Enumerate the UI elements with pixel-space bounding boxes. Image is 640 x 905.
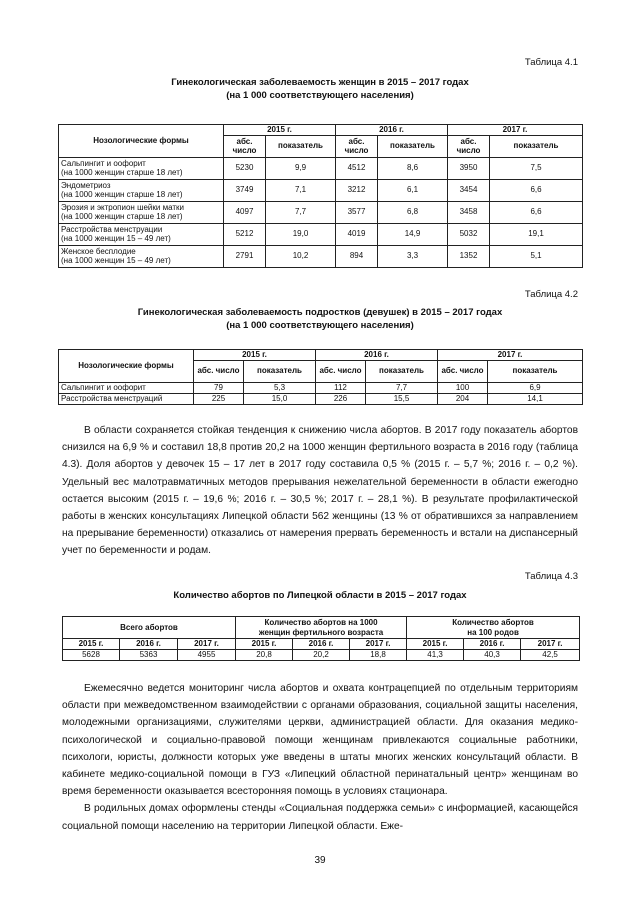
row-name-line: (на 1000 женщин старше 18 лет): [61, 190, 183, 199]
header-per-100-births: [407, 617, 580, 639]
cell: 3577: [336, 201, 378, 223]
row-name-line: (на 1000 женщин 15 – 49 лет): [61, 256, 171, 265]
header-year: 2015 г.: [407, 639, 464, 650]
table-title-line-1: Гинекологическая заболеваемость подростков (девушек) в 2015 – 2017 годах: [137, 307, 503, 318]
cell: 5032: [448, 223, 490, 245]
header-line: на 100 родов: [467, 627, 519, 637]
header-line: Количество абортов на 1000: [264, 618, 378, 627]
cell: 204: [438, 393, 488, 404]
header-indicator: показатель: [378, 135, 448, 157]
header-year: 2017 г.: [350, 639, 407, 650]
row-name: [59, 223, 224, 245]
header-forms: Нозологические формы: [59, 350, 194, 383]
header-year: 2016 г.: [464, 639, 521, 650]
row-name: [59, 245, 224, 267]
cell: 15,5: [366, 393, 438, 404]
cell: 14,9: [378, 223, 448, 245]
cell: 3,3: [378, 245, 448, 267]
page-number: 39: [314, 855, 326, 866]
header-line: Количество абортов: [452, 618, 534, 627]
cell: 6,1: [378, 179, 448, 201]
cell: 4955: [178, 650, 236, 661]
header-year: 2017 г.: [438, 350, 583, 361]
table-row: [59, 157, 583, 179]
cell: 15,0: [244, 393, 316, 404]
row-name-line: Расстройства менструации: [61, 224, 163, 234]
row-name: [59, 157, 224, 179]
header-indicator: показатель: [488, 360, 583, 382]
row-name: Сальпингит и оофорит: [59, 382, 194, 393]
cell: 1352: [448, 245, 490, 267]
cell: 18,8: [350, 650, 407, 661]
row-name-line: Эрозия и эктропион шейки матки: [61, 202, 184, 212]
cell: 5,1: [490, 245, 583, 267]
cell: 3212: [336, 179, 378, 201]
header-indicator: показатель: [366, 360, 438, 382]
paragraph-text: В области сохраняется стойкая тенденция к снижению числа абортов. В 2017 году показатель абортов снизился на 6,9 % и составил 18,8 против 20,2 на 1000 женщин фертильного возраста в 2016 году (таблица 4.3). Доля абортов у девочек 15 – 17 лет в 2017 году составила 0,5 % (2015 г. – 5,7 %; 2016 г. – 0,2 %). Удельный вес малотравматичных методов прерывания нежелательной беременности в области ежегодно остается высоким (2015 г. – 19,6 %; 2016 г. – 30,5 %; 2017 г. – 28,1 %). В результате профилактической работы в женских консультациях Липецкой области 562 женщины (13 % от обратившихся за направлением на прерывание беременности) отказались от намерения прервать беременность и встали на диспансерный учет по беременности и родам.: [62, 425, 578, 557]
header-per-1000: [236, 617, 407, 639]
cell: 5212: [224, 223, 266, 245]
cell: 3950: [448, 157, 490, 179]
cell: 5363: [120, 650, 178, 661]
cell: 100: [438, 382, 488, 393]
cell: 4097: [224, 201, 266, 223]
header-year: 2016 г.: [336, 125, 448, 136]
header-year: 2016 г.: [316, 350, 438, 361]
cell: 5,3: [244, 382, 316, 393]
header-year: 2016 г.: [293, 639, 350, 650]
header-abs: абс. число: [438, 360, 488, 382]
table-label-4-3: Таблица 4.3: [524, 571, 578, 582]
header-year: 2015 г.: [236, 639, 293, 650]
row-name-line: Сальпингит и оофорит: [61, 158, 146, 168]
cell: 7,7: [366, 382, 438, 393]
cell: 7,5: [490, 157, 583, 179]
cell: 20,2: [293, 650, 350, 661]
paragraph-text: Ежемесячно ведется мониторинг числа абортов и охвата контрацепцией по отдельным территориям области при межведомственном взаимодействии с органами образования, социальной защиты населения, молодежными организациями, служителями церкви, администрацией области. Для оказания медико-психологической и социально-правовой помощи женщинам привлекаются социальные работники, психологи, юристы, должности которых уже введены в штаты многих женских консультаций области. В кабинете медико-социальной помощи в ГУЗ «Липецкий областной перинатальный центр» женщинам во время беременности оказывается всесторонняя помощь в условиях стационара.: [62, 683, 578, 798]
table-title-line-2: (на 1 000 соответствующего населения): [226, 90, 414, 101]
table-row: [59, 245, 583, 267]
cell: 4019: [336, 223, 378, 245]
table-row: [59, 223, 583, 245]
body-paragraph-2: [62, 680, 578, 835]
cell: 14,1: [488, 393, 583, 404]
cell: 10,2: [266, 245, 336, 267]
cell: 41,3: [407, 650, 464, 661]
table-row: [63, 650, 580, 661]
header-abs: абс. число: [448, 135, 490, 157]
cell: 226: [316, 393, 366, 404]
cell: 8,6: [378, 157, 448, 179]
header-year: 2016 г.: [120, 639, 178, 650]
cell: 2791: [224, 245, 266, 267]
header-line: женщин фертильного возраста: [258, 627, 384, 637]
cell: 3458: [448, 201, 490, 223]
cell: 19,0: [266, 223, 336, 245]
body-paragraph-1: [62, 422, 578, 560]
table-row: [59, 382, 583, 393]
row-name-line: (на 1000 женщин старше 18 лет): [61, 168, 183, 177]
row-name: Расстройства менструаций: [59, 393, 194, 404]
cell: 6,9: [488, 382, 583, 393]
table-title-4-2: [62, 306, 578, 332]
header-total-abortions: Всего абортов: [63, 617, 236, 639]
row-name-line: Эндометриоз: [61, 180, 111, 190]
row-name-line: Женское бесплодие: [61, 246, 136, 256]
cell: 3454: [448, 179, 490, 201]
cell: 6,8: [378, 201, 448, 223]
paragraph-text: В родильных домах оформлены стенды «Социальная поддержка семьи» с информацией, касающейся социальной помощи населению на территории Липецкой области. Еже-: [62, 803, 578, 832]
header-abs: абс. число: [224, 135, 266, 157]
table-4-3: [62, 616, 580, 661]
row-name: [59, 201, 224, 223]
header-abs: абс. число: [194, 360, 244, 382]
table-label-4-2: Таблица 4.2: [524, 289, 578, 300]
cell: 40,3: [464, 650, 521, 661]
cell: 5230: [224, 157, 266, 179]
header-year: 2015 г.: [194, 350, 316, 361]
row-name-line: (на 1000 женщин 15 – 49 лет): [61, 234, 171, 243]
table-4-2: [58, 349, 583, 405]
header-year: 2015 г.: [63, 639, 120, 650]
table-title-line-2: (на 1 000 соответствующего населения): [226, 320, 414, 331]
table-title-line-1: Гинекологическая заболеваемость женщин в 2015 – 2017 годах: [171, 77, 469, 88]
header-year: 2017 г.: [178, 639, 236, 650]
header-abs: абс. число: [336, 135, 378, 157]
cell: 894: [336, 245, 378, 267]
cell: 19,1: [490, 223, 583, 245]
cell: 5628: [63, 650, 120, 661]
table-row: [59, 179, 583, 201]
cell: 79: [194, 382, 244, 393]
cell: 7,7: [266, 201, 336, 223]
header-abs: абс. число: [316, 360, 366, 382]
cell: 6,6: [490, 179, 583, 201]
table-row: [59, 201, 583, 223]
table-title-4-1: [62, 76, 578, 102]
cell: 20,8: [236, 650, 293, 661]
cell: 7,1: [266, 179, 336, 201]
table-title-4-3: Количество абортов по Липецкой области в 2015 – 2017 годах: [173, 590, 467, 601]
cell: 4512: [336, 157, 378, 179]
table-row: [59, 393, 583, 404]
cell: 225: [194, 393, 244, 404]
header-indicator: показатель: [244, 360, 316, 382]
header-indicator: показатель: [490, 135, 583, 157]
header-forms: Нозологические формы: [59, 125, 224, 158]
row-name-line: (на 1000 женщин старше 18 лет): [61, 212, 183, 221]
row-name: [59, 179, 224, 201]
header-indicator: показатель: [266, 135, 336, 157]
table-4-1: [58, 124, 583, 268]
cell: 3749: [224, 179, 266, 201]
cell: 112: [316, 382, 366, 393]
cell: 6,6: [490, 201, 583, 223]
cell: 9,9: [266, 157, 336, 179]
header-year: 2015 г.: [224, 125, 336, 136]
header-year: 2017 г.: [521, 639, 580, 650]
cell: 42,5: [521, 650, 580, 661]
header-year: 2017 г.: [448, 125, 583, 136]
table-label-4-1: Таблица 4.1: [524, 57, 578, 68]
